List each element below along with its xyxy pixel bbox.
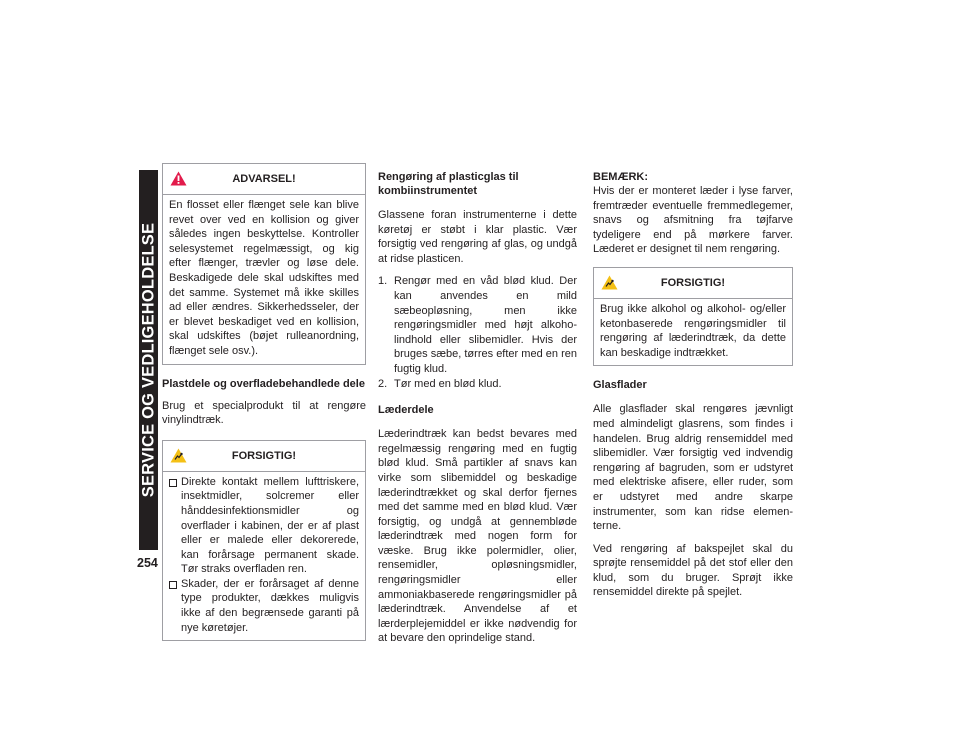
note-text: Hvis der er monteret læder i lyse farver, fremtræder eventuelle fremmedlegemer, snavs og afsmitning fra tøjfarve tydeligere end på mørkere farver. Læderet er designet til nem rengøring. — [593, 185, 793, 256]
step-number: 1. — [378, 275, 388, 288]
step-text: Rengør med en våd blød klud. Der kan anvendes en mild sæbeopløsning, men ikke rengøringsmidler med højt alkoholindhold eller slibemidler. Hvis der bruges sæbe, tørres efter med en ren fugtig klud. — [394, 275, 577, 375]
plastic-glass-text: Glassene foran instrumenterne i dette køretøj er støbt i klar plastic. Vær forsigtig ved rengøring af glas, og undgå at ridse plasticen. — [378, 209, 577, 265]
step-text: Tør med en blød klud. — [394, 377, 502, 390]
caution-box-title: FORSIGTIG! — [660, 276, 726, 289]
right-column — [593, 170, 793, 600]
glass-heading: Glasflader — [593, 379, 647, 392]
leather-heading: Læderdele — [378, 404, 434, 417]
caution-box-text: Brug ikke alkohol og alkohol- og/eller ketonbaserede rengøringsmidler til rengøring af læderindtræk, da dette kan beskadige indtrækket. — [600, 302, 786, 359]
warning-box-title: ADVARSEL! — [232, 173, 296, 185]
caution-box-title: FORSIGTIG! — [231, 449, 297, 462]
plastic-text: Brug et specialprodukt til at rengøre vinylindtræk. — [162, 399, 366, 427]
caution-box-left — [162, 440, 366, 642]
note-label: BEMÆRK: — [593, 171, 648, 183]
bullet-square-icon — [169, 479, 177, 487]
left-column — [162, 163, 366, 641]
section-tab-label: SERVICE OG VEDLIGEHOLDELSE — [139, 222, 157, 498]
warning-triangle-icon — [170, 171, 187, 186]
bullet-square-icon — [169, 581, 177, 589]
warning-box-text: En flosset eller flænget sele kan blive revet over ved en kollision og giver således ingen beskyttelse. Kontroller selesystemet regelmæssigt, og kig efter flænger, trævler og løse dele. Beskadigede dele skal udskiftes med det samme. Systemet må ikke skilles ad eller ændres. Sikkerhedsseler, der er blevet beskadiget ved en kollision, skal udskiftes (bøjet rulleanordning, flænget sele osv.). — [169, 199, 359, 357]
caution-box-header — [594, 268, 792, 299]
caution-bullet — [169, 475, 359, 577]
caution-box-header — [163, 441, 365, 472]
step-item — [378, 377, 577, 392]
caution-box-right — [593, 267, 793, 366]
middle-column — [378, 170, 577, 646]
glass-text-2: Ved rengøring af bakspejlet skal du sprøjte rensemiddel på det stof eller den klud, som du bruger. Sprøjt ikke rensemiddel direkte på spejlet. — [593, 542, 793, 599]
glass-text-1: Alle glasflader skal rengøres jævnligt med almindeligt glasrens, som findes i handelen. Brug aldrig rensemiddel med slibemidler. Vær forsigtig ved indvendig rengøring af bagruden, som er udstyret med elektriske afisere, eller ruder, som er udstyret med andre skarpe instrumenter, som kan ridse elementerne. — [593, 403, 793, 533]
leather-text: Læderindtræk kan bedst bevares med regelmæssig rengøring med en fugtig blød klud. Små partikler af snavs kan virke som slibemiddel og beskadige læderindtrækket og skal derfor fjernes med det samme med en blød klud. Vær forsigtig, og undgå at gennembløde læderindtræk med nogen form for væske. Brug ikke polermidler, olier, rensemidler, opløsningsmidler, rengøringsmidler eller ammoniakbaserede rengøringsmidler på læderindtræk. Anvendelse af et lærderplejemiddel er ikke nødvendig for at bevare den oprindelige stand. — [378, 428, 577, 645]
plastic-heading: Plastdele og overfladebehandlede dele — [162, 377, 365, 390]
step-item — [378, 274, 577, 376]
warning-box-header — [163, 164, 365, 195]
page-number: 254 — [137, 556, 158, 570]
warning-box — [162, 163, 366, 365]
caution-bullet — [169, 577, 359, 635]
steps-list — [378, 274, 577, 391]
step-number: 2. — [378, 377, 388, 390]
caution-triangle-icon — [170, 448, 187, 463]
caution-bullet-text: Skader, der er forårsaget af denne type produkter, dækkes muligvis ikke af den begrænsede garanti på nye køretøjer. — [181, 577, 359, 634]
section-tab — [139, 170, 158, 550]
caution-bullet-text: Direkte kontakt mellem lufttriskere, insektmidler, solcremer eller hånddesinfektionsmidler og overflader i kabinen, der er af plast eller er malede eller dekorerede, kan forårsage permanent skade. Tør straks overfladen ren. — [181, 475, 359, 576]
caution-triangle-icon — [601, 275, 618, 290]
plastic-glass-heading: Rengøring af plasticglas til kombiinstrumentet — [378, 171, 519, 197]
